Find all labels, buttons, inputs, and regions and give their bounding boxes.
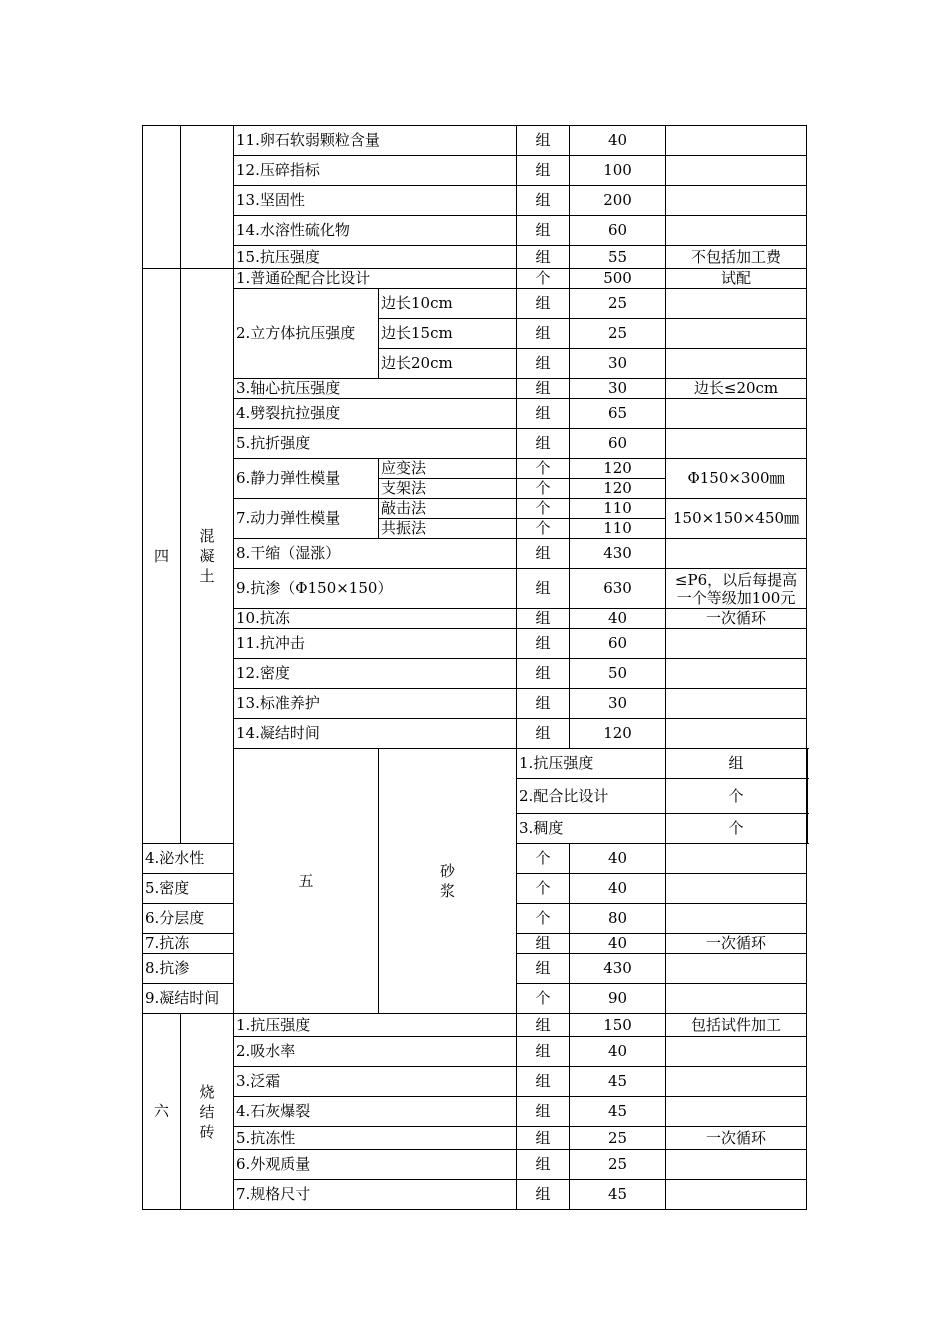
price-cell: 150 <box>570 1014 666 1037</box>
item-name: 6.静力弹性模量 <box>234 459 379 499</box>
price-cell: 100 <box>570 156 666 186</box>
price-cell: 40 <box>570 609 666 629</box>
item-name: 11.抗冲击 <box>234 629 517 659</box>
unit-cell: 个 <box>517 519 570 539</box>
item-name: 14.凝结时间 <box>234 719 517 749</box>
unit-cell: 组 <box>517 289 570 319</box>
sub-item: 边长15cm <box>379 319 517 349</box>
price-cell: 65 <box>570 399 666 429</box>
note-cell: 一次循环 <box>666 1127 807 1150</box>
price-cell: 430 <box>570 539 666 569</box>
fee-table <box>142 125 808 1210</box>
unit-cell: 个 <box>517 904 570 934</box>
note-cell <box>666 349 807 379</box>
price-cell: 55 <box>570 246 666 269</box>
unit-cell: 个 <box>517 269 570 289</box>
price-cell: 90 <box>570 984 666 1014</box>
sub-item: 边长10cm <box>379 289 517 319</box>
note-cell <box>666 844 807 874</box>
price-cell: 120 <box>570 479 666 499</box>
price-cell: 60 <box>570 629 666 659</box>
item-name: 12.密度 <box>234 659 517 689</box>
note-cell <box>666 186 807 216</box>
item-name: 1.抗压强度 <box>234 1014 517 1037</box>
note-cell: 试配 <box>666 269 807 289</box>
item-name: 3.泛霜 <box>234 1067 517 1097</box>
table-row <box>143 429 808 459</box>
note-cell <box>666 399 807 429</box>
unit-cell: 组 <box>517 609 570 629</box>
table-row <box>143 629 808 659</box>
table-row <box>143 719 808 749</box>
price-cell: 200 <box>570 186 666 216</box>
table-row <box>143 1127 808 1150</box>
price-cell: 40 <box>570 126 666 156</box>
table-row <box>143 609 808 629</box>
price-cell: 40 <box>570 844 666 874</box>
item-name: 15.抗压强度 <box>234 246 517 269</box>
note-cell <box>666 984 807 1014</box>
table-row <box>143 399 808 429</box>
unit-cell: 组 <box>517 719 570 749</box>
item-name: 9.抗渗（Φ150×150） <box>234 569 517 609</box>
table-row <box>143 269 808 289</box>
price-cell: 25 <box>570 289 666 319</box>
table-row <box>143 1150 808 1180</box>
unit-cell: 组 <box>517 539 570 569</box>
note-cell <box>666 629 807 659</box>
table-row <box>143 289 808 319</box>
price-cell: 25 <box>570 1150 666 1180</box>
price-cell: 430 <box>570 954 666 984</box>
table-row <box>143 1014 808 1037</box>
note-cell <box>666 319 807 349</box>
section-number: 四 <box>143 269 181 844</box>
unit-cell: 个 <box>517 479 570 499</box>
price-cell: 80 <box>570 904 666 934</box>
item-name: 6.分层度 <box>143 904 234 934</box>
unit-cell: 组 <box>517 379 570 399</box>
section-number: 五 <box>234 749 379 1014</box>
item-name: 8.抗渗 <box>143 954 234 984</box>
table-row <box>143 499 808 519</box>
unit-cell: 个 <box>517 459 570 479</box>
unit-cell: 个 <box>517 499 570 519</box>
note-cell <box>666 719 807 749</box>
item-name: 5.抗折强度 <box>234 429 517 459</box>
table-row <box>143 379 808 399</box>
price-cell: 40 <box>570 934 666 954</box>
section-category <box>181 1014 234 1210</box>
category-cell <box>181 126 234 269</box>
table-row <box>143 569 808 609</box>
note-cell <box>807 779 808 814</box>
table-row <box>143 246 808 269</box>
note-cell <box>666 659 807 689</box>
note-cell: ≤P6，以后每提高一个等级加100元 <box>666 569 807 609</box>
note-cell: 包括试件加工 <box>666 1014 807 1037</box>
price-cell: 630 <box>570 569 666 609</box>
table-row <box>143 689 808 719</box>
unit-cell: 组 <box>517 156 570 186</box>
section-category <box>181 269 234 844</box>
sub-item: 支架法 <box>379 479 517 499</box>
note-cell <box>666 126 807 156</box>
item-name: 6.外观质量 <box>234 1150 517 1180</box>
price-cell: 25 <box>570 319 666 349</box>
note-cell <box>666 954 807 984</box>
note-cell <box>666 1097 807 1127</box>
note-cell: Φ150×300㎜ <box>666 459 807 499</box>
table-row <box>143 1037 808 1067</box>
unit-cell: 组 <box>517 1097 570 1127</box>
unit-cell: 组 <box>517 1150 570 1180</box>
table-row <box>143 186 808 216</box>
section-number-cell <box>143 126 181 269</box>
note-cell <box>666 1150 807 1180</box>
unit-cell: 个 <box>517 844 570 874</box>
note-cell: 边长≤20cm <box>666 379 807 399</box>
unit-cell: 组 <box>517 1180 570 1210</box>
price-cell: 30 <box>570 349 666 379</box>
item-name: 4.泌水性 <box>143 844 234 874</box>
item-name: 11.卵石软弱颗粒含量 <box>234 126 517 156</box>
note-cell <box>666 1180 807 1210</box>
price-cell: 30 <box>570 379 666 399</box>
unit-cell: 组 <box>517 934 570 954</box>
item-name: 2.配合比设计 <box>517 779 666 814</box>
unit-cell: 个 <box>666 814 807 844</box>
section-category <box>379 749 517 1014</box>
item-name: 12.压碎指标 <box>234 156 517 186</box>
unit-cell: 组 <box>517 349 570 379</box>
note-cell <box>666 874 807 904</box>
price-cell: 45 <box>570 1180 666 1210</box>
note-cell <box>666 1067 807 1097</box>
unit-cell: 个 <box>517 874 570 904</box>
section-number: 六 <box>143 1014 181 1210</box>
item-name: 5.密度 <box>143 874 234 904</box>
note-cell <box>807 814 808 844</box>
price-cell: 30 <box>570 689 666 719</box>
table-row <box>143 216 808 246</box>
table-row <box>143 1180 808 1210</box>
category-label: 砂浆 <box>439 862 455 900</box>
price-cell: 40 <box>570 874 666 904</box>
note-cell <box>666 289 807 319</box>
unit-cell: 组 <box>517 319 570 349</box>
price-cell: 500 <box>570 269 666 289</box>
price-cell: 25 <box>570 1127 666 1150</box>
note-cell: 一次循环 <box>666 934 807 954</box>
sub-item: 共振法 <box>379 519 517 539</box>
unit-cell: 组 <box>517 659 570 689</box>
item-name: 14.水溶性硫化物 <box>234 216 517 246</box>
price-cell: 60 <box>570 429 666 459</box>
item-name: 13.坚固性 <box>234 186 517 216</box>
unit-cell: 组 <box>517 1067 570 1097</box>
price-cell: 120 <box>570 459 666 479</box>
price-cell: 60 <box>570 216 666 246</box>
table-row <box>143 539 808 569</box>
unit-cell: 组 <box>517 689 570 719</box>
item-name: 5.抗冻性 <box>234 1127 517 1150</box>
unit-cell: 组 <box>517 429 570 459</box>
item-name: 3.稠度 <box>517 814 666 844</box>
item-name: 4.石灰爆裂 <box>234 1097 517 1127</box>
note-cell: 150×150×450㎜ <box>666 499 807 539</box>
item-name: 4.劈裂抗拉强度 <box>234 399 517 429</box>
item-name: 3.轴心抗压强度 <box>234 379 517 399</box>
item-name: 7.规格尺寸 <box>234 1180 517 1210</box>
item-name: 9.凝结时间 <box>143 984 234 1014</box>
unit-cell: 组 <box>517 1037 570 1067</box>
note-cell <box>666 429 807 459</box>
unit-cell: 组 <box>517 399 570 429</box>
price-cell: 50 <box>570 659 666 689</box>
unit-cell: 组 <box>517 126 570 156</box>
unit-cell: 组 <box>517 186 570 216</box>
note-cell <box>807 749 808 779</box>
unit-cell: 组 <box>666 749 807 779</box>
sub-item: 应变法 <box>379 459 517 479</box>
price-cell: 40 <box>570 1037 666 1067</box>
note-cell <box>666 216 807 246</box>
table-row <box>143 1097 808 1127</box>
note-cell <box>666 1037 807 1067</box>
table-row <box>143 156 808 186</box>
table-row <box>143 126 808 156</box>
price-cell: 110 <box>570 519 666 539</box>
note-cell: 一次循环 <box>666 609 807 629</box>
item-name: 10.抗冻 <box>234 609 517 629</box>
item-name: 13.标准养护 <box>234 689 517 719</box>
item-name: 2.立方体抗压强度 <box>234 289 379 379</box>
sub-item: 边长20cm <box>379 349 517 379</box>
table-row <box>143 749 808 779</box>
item-name: 7.抗冻 <box>143 934 234 954</box>
price-cell: 45 <box>570 1097 666 1127</box>
item-name: 1.普通砼配合比设计 <box>234 269 517 289</box>
unit-cell: 个 <box>666 779 807 814</box>
item-name: 2.吸水率 <box>234 1037 517 1067</box>
item-name: 7.动力弹性模量 <box>234 499 379 539</box>
table-row <box>143 459 808 479</box>
price-cell: 120 <box>570 719 666 749</box>
unit-cell: 组 <box>517 954 570 984</box>
unit-cell: 组 <box>517 1014 570 1037</box>
price-cell: 45 <box>570 1067 666 1097</box>
category-label: 烧结砖 <box>199 1082 215 1141</box>
unit-cell: 组 <box>517 246 570 269</box>
item-name: 8.干缩（湿涨） <box>234 539 517 569</box>
table-row <box>143 1067 808 1097</box>
price-cell: 110 <box>570 499 666 519</box>
sub-item: 敲击法 <box>379 499 517 519</box>
note-cell <box>666 156 807 186</box>
table-row <box>143 659 808 689</box>
note-cell: 不包括加工费 <box>666 246 807 269</box>
unit-cell: 组 <box>517 216 570 246</box>
unit-cell: 组 <box>517 569 570 609</box>
unit-cell: 组 <box>517 629 570 659</box>
note-cell <box>666 904 807 934</box>
category-label: 混凝土 <box>199 527 215 585</box>
note-cell <box>666 689 807 719</box>
item-name: 1.抗压强度 <box>517 749 666 779</box>
unit-cell: 个 <box>517 984 570 1014</box>
note-cell <box>666 539 807 569</box>
unit-cell: 组 <box>517 1127 570 1150</box>
